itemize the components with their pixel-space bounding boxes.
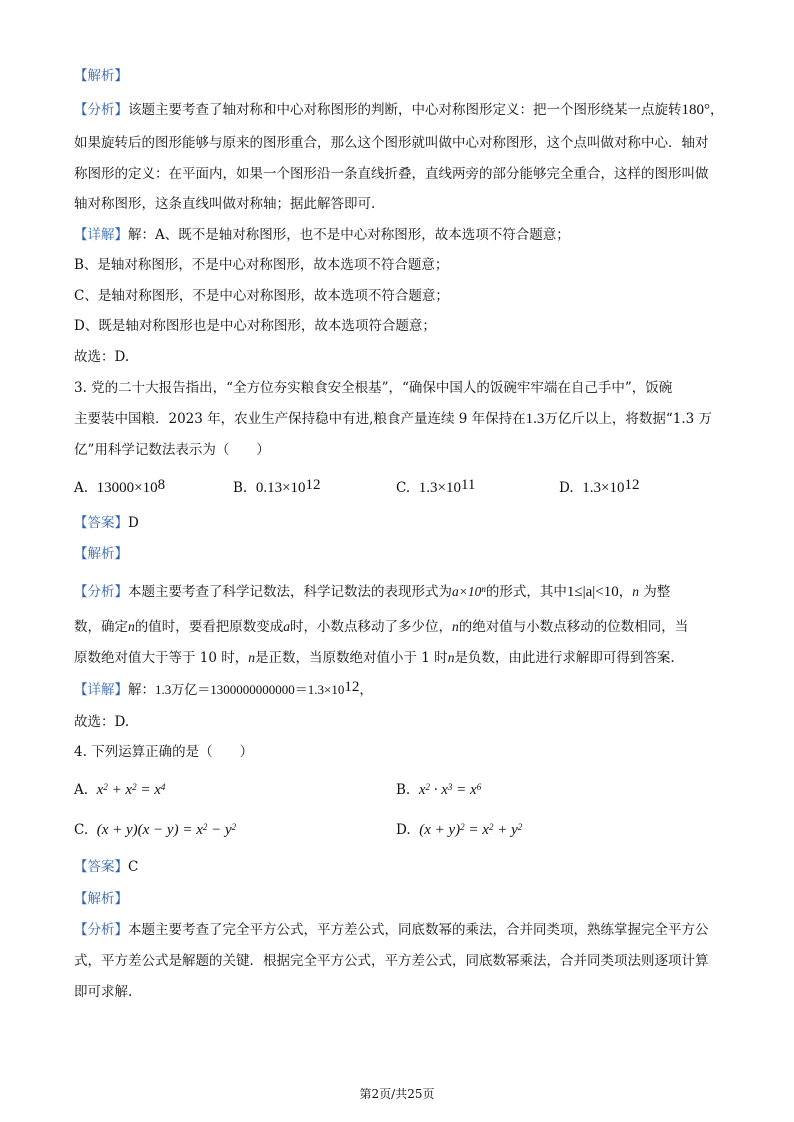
q3-fenxi-line-2: 数，确定n的值时，要看把原数变成a时，小数点移动了多少位，n的绝对值与小数点移动的位数相同，当 (74, 619, 689, 635)
q4-option-c: C. $(x + y)(x - y) = x^2 - y^2$ (74, 822, 237, 838)
q3-stem-line-1: 3. 党的二十大报告指出，“全方位夯实粮食安全根基”，“确保中国人的饭碗牢牢端在自己手中”，饭碗 (74, 380, 673, 396)
q3-option-c: C. $1.3\times 10^{11}$ (396, 477, 476, 496)
q3-option-b: B. $0.13\times 10^{12}$ (233, 477, 321, 496)
q4-fenxi-line-3: 即可求解. (74, 984, 133, 1000)
page-footer: 第2页/共25页 (359, 1087, 435, 1101)
xiangjie-line-1: 【详解】解：A、既不是轴对称图形，也不是中心对称图形，故本选项不符合题意； (74, 227, 570, 243)
q4-stem: 4. 下列运算正确的是（ ） (74, 744, 254, 760)
q3-answer: 故选：D. (74, 714, 130, 730)
q3-fenxi-label: 【分析】 (74, 584, 128, 600)
q3-xiangjie-line: 【详解】解：1.3万亿$=1300000000000=1.3\times 10^{12}$， (74, 679, 373, 698)
q3-xiangjie-label: 【详解】 (74, 682, 128, 698)
q3-stem-line-2: 主要装中国粮．2023 年，农业生产保持稳中有进,粮食产量连续 9 年保持在1.3万亿斤以上，将数据“1.3 万 (74, 411, 713, 427)
fenxi-line-3: 称图形的定义：在平面内，如果一个图形沿一条直线折叠，直线两旁的部分能够完全重合，这样的图形叫做 (74, 166, 709, 182)
fenxi-line-4: 轴对称图形，这条直线叫做对称轴；据此解答即可. (74, 196, 376, 212)
q4-jiexi-label: 【解析】 (74, 891, 128, 907)
q4-option-a: A. $x^2 + x^2 = x^4$ (74, 782, 166, 798)
q4-answer-line: 【答案】C (74, 859, 139, 875)
q4-fenxi-line-2: 式，平方差公式是解题的关键．根据完全平方公式，平方差公式，同底数幂乘法，合并同类项法则逐项计算 (74, 953, 709, 969)
q3-fenxi-line-1: 【分析】本题主要考查了科学记数法，科学记数法的表现形式为$a\times 10^n$的形式，其中1≤|a|<10，n 为整 (74, 584, 671, 600)
q3-stem-line-3: 亿”用科学记数法表示为（ ） (74, 442, 270, 458)
q3-option-a: A. $13000\times 10^8$ (74, 477, 166, 496)
fenxi-line-1: 【分析】该题主要考查了轴对称和中心对称图形的判断，中心对称图形定义：把一个图形绕某一点旋转180°， (74, 102, 724, 118)
xiangjie-line-d: D、既是轴对称图形也是中心对称图形，故本选项符合题意； (74, 318, 436, 334)
q4-fenxi-line-1: 【分析】本题主要考查了完全平方公式，平方差公式，同底数幂的乘法，合并同类项，熟练掌握完全平方公 (74, 922, 709, 938)
answer-line: 故选：D. (74, 349, 130, 365)
q4-option-b: B. $x^2 \cdot x^3 = x^6$ (396, 782, 482, 798)
xiangjie-line-c: C、是轴对称图形，不是中心对称图形，故本选项不符合题意； (74, 288, 449, 304)
fenxi-line-2: 如果旋转后的图形能够与原来的图形重合，那么这个图形就叫做中心对称图形，这个点叫做对称中心．轴对 (74, 135, 709, 151)
q3-fenxi-line-3: 原数绝对值大于等于 10 时，n是正数，当原数绝对值小于 1 时n是负数，由此进行求解即可得到答案. (74, 650, 675, 666)
q4-daan-label: 【答案】 (74, 859, 128, 875)
q4-fenxi-label: 【分析】 (74, 922, 128, 938)
q3-jiexi-label: 【解析】 (74, 546, 128, 562)
q3-option-d: D. $1.3\times 10^{12}$ (559, 477, 640, 496)
xiangjie-line-b: B、是轴对称图形，不是中心对称图形，故本选项不符合题意； (74, 257, 449, 273)
daan-label: 【答案】 (74, 515, 128, 531)
xiangjie-label: 【详解】 (74, 227, 128, 243)
jiexi-label: 【解析】 (74, 68, 128, 84)
fenxi-label: 【分析】 (74, 102, 128, 118)
q3-answer-line: 【答案】D (74, 515, 139, 531)
q4-option-d: D. $(x + y)^2 = x^2 + y^2$ (396, 822, 523, 838)
